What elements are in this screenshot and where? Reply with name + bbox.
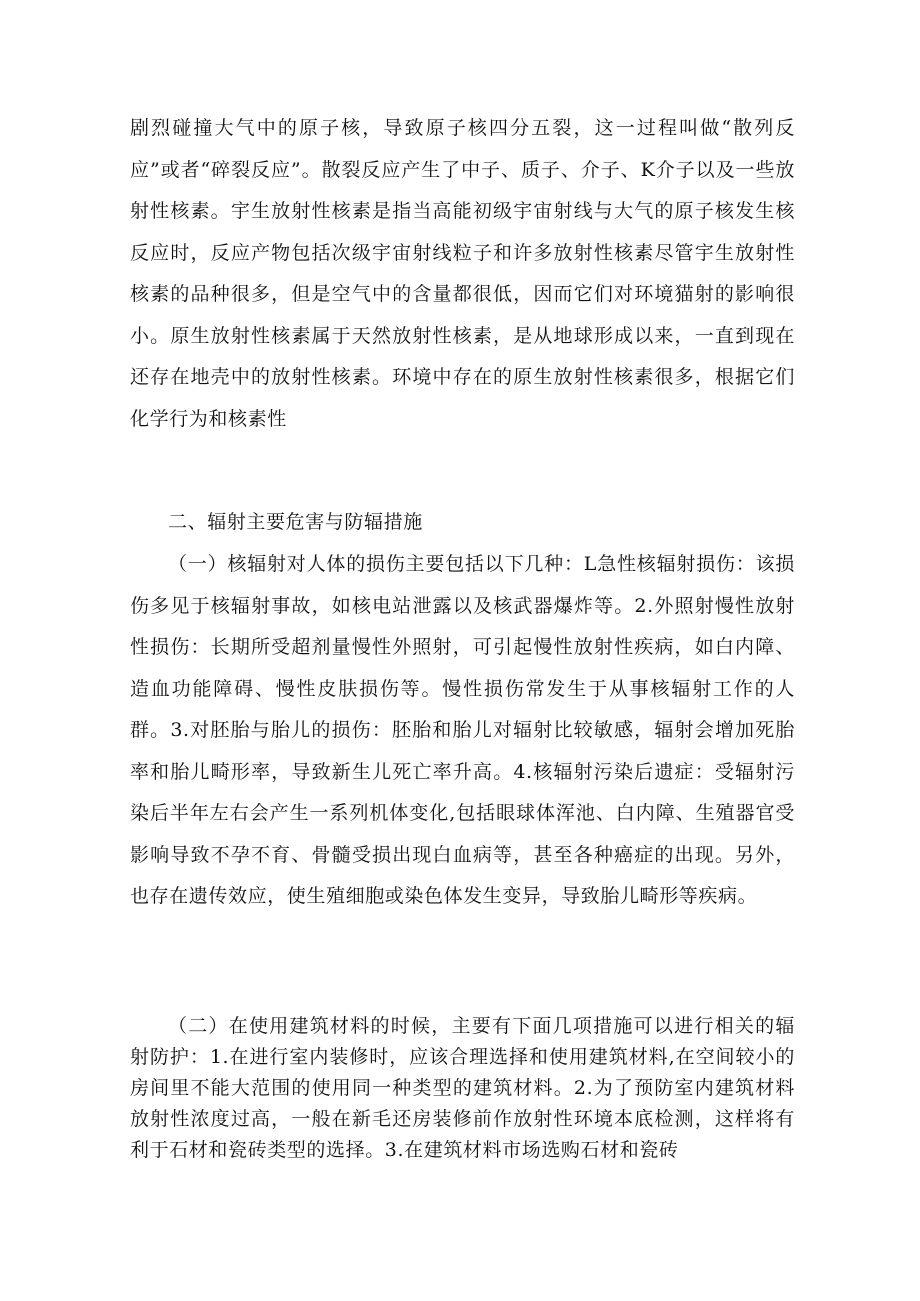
body-paragraph-radiation-injuries: （一）核辐射对人体的损伤主要包括以下几种：L急性核辐射损伤：该损伤多见于核辐射事故，如核电站泄露以及核武器爆炸等。2.外照射慢性放射性损伤：长期所受超剂量慢性外照射，可引起慢性放射性疾病，如白内障、造血功能障碍、慢性皮肤损伤等。慢性损伤常发生于从事核辐射工作的人群。3.对胚胎与胎儿的损伤：胚胎和胎儿对辐射比较敏感，辐射会增加死胎率和胎儿畸形率，导致新生儿死亡率升高。4.核辐射污染后遗症：受辐射污染后半年左右会产生一系列机体变化,包括眼球体浑池、白内障、生殖器官受影响导致不孕不育、骨髓受损出现白血病等，甚至各种癌症的出现。另外，也存在遗传效应，使生殖细胞或染色体发生变异，导致胎儿畸形等疾病。 xyxy=(130,553,795,907)
section-heading-radiation-hazards: 二、辐射主要危害与防辐措施 xyxy=(168,511,423,533)
body-paragraph-cosmogenic-nuclides: 剧烈碰撞大气中的原子核，导致原子核四分五裂，这一过程叫做“散列反应”或者“碎裂反应”。散裂反应产生了中子、质子、介子、K介子以及一些放射性核素。宇生放射性核素是指当高能初级宇宙射线与大气的原子核发生核反应时，反应产物包括次级宇宙射线粒子和许多放射性核素尽管宇生放射性核素的品种很多，但是空气中的含量都很低，因而它们对环境猫射的影响很小。原生放射性核素属于天然放射性核素，是从地球形成以来，一直到现在还存在地壳中的放射性核素。环境中存在的原生放射性核素很多，根据它们化学行为和核素性 xyxy=(130,117,795,430)
body-paragraph-building-material-protection: （二）在使用建筑材料的时候，主要有下面几项措施可以进行相关的辐射防护：1.在进行室内装修时，应该合理选择和使用建筑材料,在空间较小的房间里不能大范围的使用同一种类型的建筑材料。2.为了预防室内建筑材料放射性浓度过高，一般在新毛还房装修前作放射性环境本底检测，这样将有利于石材和瓷砖类型的选择。3.在建筑材料市场选购石材和瓷砖 xyxy=(130,1015,795,1161)
